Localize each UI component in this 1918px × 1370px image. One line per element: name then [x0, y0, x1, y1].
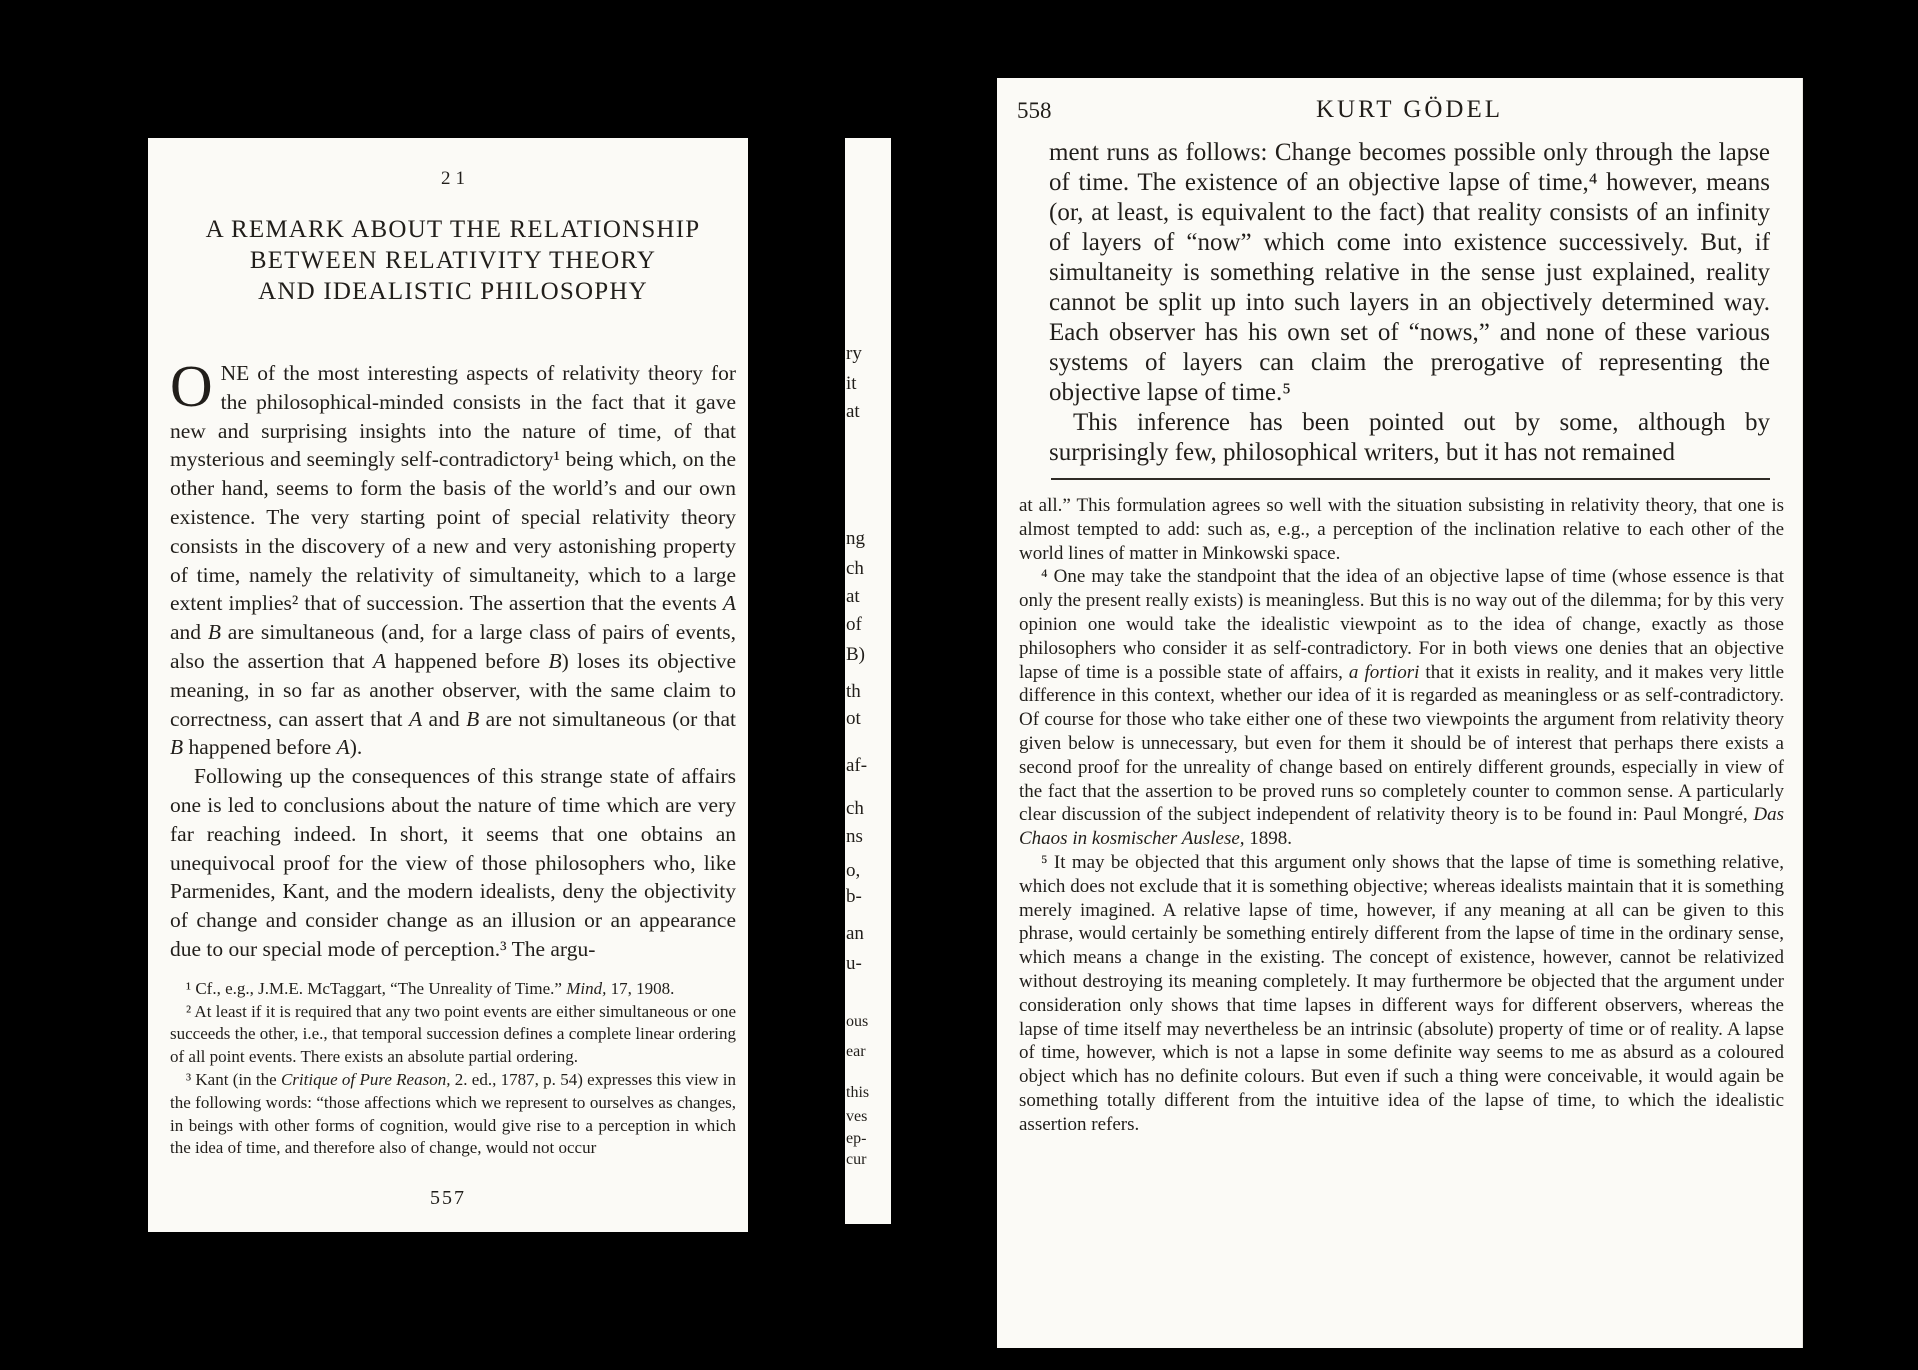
text-run: ¹ Cf., e.g., J.M.E. McTaggart, “The Unreality of Time.” [186, 978, 567, 998]
italic-text: Critique of Pure Reason, [280, 1069, 451, 1089]
italic-text: A [722, 591, 736, 616]
article-title-line-1: A REMARK ABOUT THE RELATIONSHIP [205, 216, 701, 243]
left-page-footnotes [170, 978, 736, 1160]
text-run: and [422, 706, 467, 731]
edge-text-fragment: this [846, 1084, 870, 1101]
edge-text-fragment: B) [846, 644, 865, 665]
edge-text-fragment: ch [846, 798, 864, 819]
text-run: ³ Kant (in the [186, 1069, 281, 1089]
continued-paragraph [1049, 138, 1770, 408]
text-run: ) loses its objective meaning, in so far as another observer, with the same claim to correctness, can assert that [170, 648, 736, 731]
edge-text-fragment: of [846, 614, 862, 635]
edge-text-fragment: cur [846, 1151, 867, 1168]
text-run: are simultaneous (and, for a large class of pairs of events, also the assertion that [170, 620, 737, 673]
edge-text-fragment: ous [846, 1013, 869, 1030]
italic-text: B [207, 620, 221, 645]
edge-text-fragment: ng [846, 528, 865, 549]
text-run: Following up the consequences of this strange state of affairs one is led to conclusions about the nature of time which are very far reaching indeed. In short, it seems that one obtains an unequivocal proof for the view of those philosophers who, like Parmenides, Kant, and the modern idealists, deny the objectivity of change and consider change as an illusion or an appearance due to our special mode of perception.³ The argu- [170, 764, 736, 961]
footnote-3 [170, 1069, 736, 1160]
text-run: ² At least if it is required that any two point events are either simultaneous or one succeeds the other, i.e., that temporal succession defines a complete linear ordering of all point events. There exists an absolute partial ordering. [170, 1001, 736, 1067]
text-run: happened before [183, 735, 337, 760]
edge-text-fragment: ry [846, 343, 862, 364]
text-run: happened before [386, 648, 549, 673]
italic-text: A [336, 735, 350, 760]
italic-text: A [373, 648, 387, 673]
footnote-2 [170, 1001, 736, 1069]
text-run: 2. ed., 1787, p. 54) expresses this view in the following words: “those affections which we represent to ourselves as changes, in beings with other forms of cognition, would give rise to a perception in which the idea of time, and therefore also of change, would not occur [170, 1069, 737, 1158]
article-title-line-2: BETWEEN RELATIVITY THEORY [249, 247, 657, 274]
left-page [148, 138, 748, 1232]
text-run: and [170, 620, 208, 645]
running-head-author: KURT GÖDEL [1315, 96, 1504, 123]
edge-text-fragment: at [846, 401, 860, 422]
right-page-footnotes [1019, 494, 1784, 1137]
right-page-header [1017, 96, 1770, 124]
edge-text-fragment: an [846, 923, 864, 944]
text-run: ⁴ One may take the standpoint that the idea of an objective lapse of time (whose essence is that only the present really exists) is meaningless. But this is no way out of the dilemma; for by this very opinion one would take the idealistic viewpoint as to the idea of change, exactly as those philosophers who consider it as self-contradictory. For in both views one denies that an objective lapse of time is a possible state of affairs, [1019, 566, 1784, 683]
article-title-line-3: AND IDEALISTIC PHILOSOPHY [258, 278, 648, 305]
text-run: ⁵ It may be objected that this argument only shows that the lapse of time is something relative, which does not exclude that it is something objective; whereas idealists maintain that it is something merely imagined. A relative lapse of time, however, if any meaning at all can be given to this phrase, would certainly be something entirely different from the lapse of time in the ordinary sense, which means a change in the existing. The concept of existence, however, cannot be relativized without destroying its meaning completely. It may furthermore be objected that the argument under consideration only shows that time lapses in different ways for different observers, whereas the lapse of time itself may nevertheless be an intrinsic (absolute) property of time or of reality. A lapse of time, however, which is not a lapse in some definite way seems to me as absurd as a coloured object which has no definite colours. But even if such a thing were conceivable, it would again be something totally different from the intuitive idea of the lapse of time, to which the idealistic assertion refers. [1019, 851, 1784, 1135]
italic-text: B [466, 706, 480, 731]
text-run: NE of the most interesting aspects of relativity theory for the philosophical-minded consists in the fact that it gave new and surprising insights into the nature of time, of that mysterious and seemingly self-contradictory¹ being which, on the other hand, seems to form the basis of the world’s and our own existence. The very starting point of special relativity theory consists in the discovery of a new and very astonishing property of time, namely the relativity of simultaneity, which to a large extent implies² that of succession. The assertion that the events [170, 361, 736, 616]
italic-text: B [548, 648, 562, 673]
text-run: that it exists in reality, and it makes very little difference in this context, whether our idea of it is regarded as meaningless or as self-contradictory. Of course for those who take either one of these two viewpoints the argument from relativity theory given below is unnecessary, but even for them it should be of interest that perhaps there exists a second proof for the unreality of change based on entirely different grounds, especially in view of the fact that the assertion to be proved runs so completely counter to common sense. A particularly clear discussion of the subject independent of relativity theory is to be found in: Paul Mongré, [1019, 661, 1785, 826]
page-edge-strip [845, 138, 891, 1224]
edge-text-fragment: th [846, 681, 861, 702]
footnote-4 [1019, 565, 1784, 851]
text-run: ment runs as follows: Change becomes possible only through the lapse of time. The existence of an objective lapse of time,⁴ however, means (or, at least, is equivalent to the fact) that reality consists of an infinity of layers of “now” which come into existence successively. But, if simultaneity is something relative in the sense just explained, reality cannot be split up into such layers in an objectively determined way. Each observer has his own set of “nows,” and none of these various systems of layers can claim the prerogative of representing the objective lapse of time.⁵ [1049, 139, 1770, 406]
opening-paragraph [170, 353, 737, 762]
edge-text-fragment: u- [846, 953, 862, 974]
article-title [170, 214, 736, 307]
edge-text-fragment: at [846, 586, 860, 607]
edge-text-fragment: ns [846, 826, 863, 847]
footnote-1 [170, 978, 736, 1001]
text-run: are not simultaneous (or that [479, 706, 736, 731]
edge-text-fragment: ch [846, 558, 864, 579]
right-page-body [1049, 138, 1770, 468]
edge-text-fragment: o, [846, 860, 861, 881]
left-page-chapter-number: 21 [441, 168, 470, 189]
edge-text-fragment: ot [846, 708, 861, 729]
left-page-body [170, 353, 737, 964]
dropcap-letter: O [170, 353, 213, 419]
edge-text-fragment: it [846, 373, 857, 394]
edge-text-fragment: af- [846, 755, 868, 776]
text-run: This inference has been pointed out by some, although by surprisingly few, philosophical writers, but it has not remained [1049, 409, 1770, 466]
text-run: ). [349, 735, 363, 760]
italic-text: Das Chaos in kosmischer Auslese, [1019, 804, 1784, 850]
opening-paragraph-text [170, 353, 737, 760]
italic-text: Mind, [566, 978, 607, 998]
footnote-3-continuation [1019, 494, 1784, 565]
footnote-5 [1019, 851, 1784, 1137]
italic-text: A [408, 706, 423, 731]
italic-text: a fortiori [1348, 661, 1420, 683]
left-page-number: 557 [430, 1187, 466, 1209]
edge-text-fragment: b- [846, 886, 862, 907]
edge-text-fragment: ear [846, 1043, 866, 1060]
right-page-number: 558 [1017, 98, 1052, 123]
text-run: at all.” This formulation agrees so well with the situation subsisting in relativity theory, that one is almost tempted to add: such as, e.g., a perception of the inclination relative to each other of the world lines of matter in Minkowski space. [1019, 495, 1784, 564]
edge-text-fragment: ves [846, 1108, 868, 1125]
text-run: 17, 1908. [606, 978, 675, 998]
text-run: 1898. [1244, 828, 1293, 850]
inference-paragraph [1049, 408, 1770, 468]
italic-text: B [170, 735, 184, 760]
right-page [997, 78, 1803, 1348]
edge-text-fragment: ep- [846, 1130, 867, 1147]
footnote-separator-rule [1051, 478, 1770, 480]
second-paragraph [170, 762, 736, 964]
